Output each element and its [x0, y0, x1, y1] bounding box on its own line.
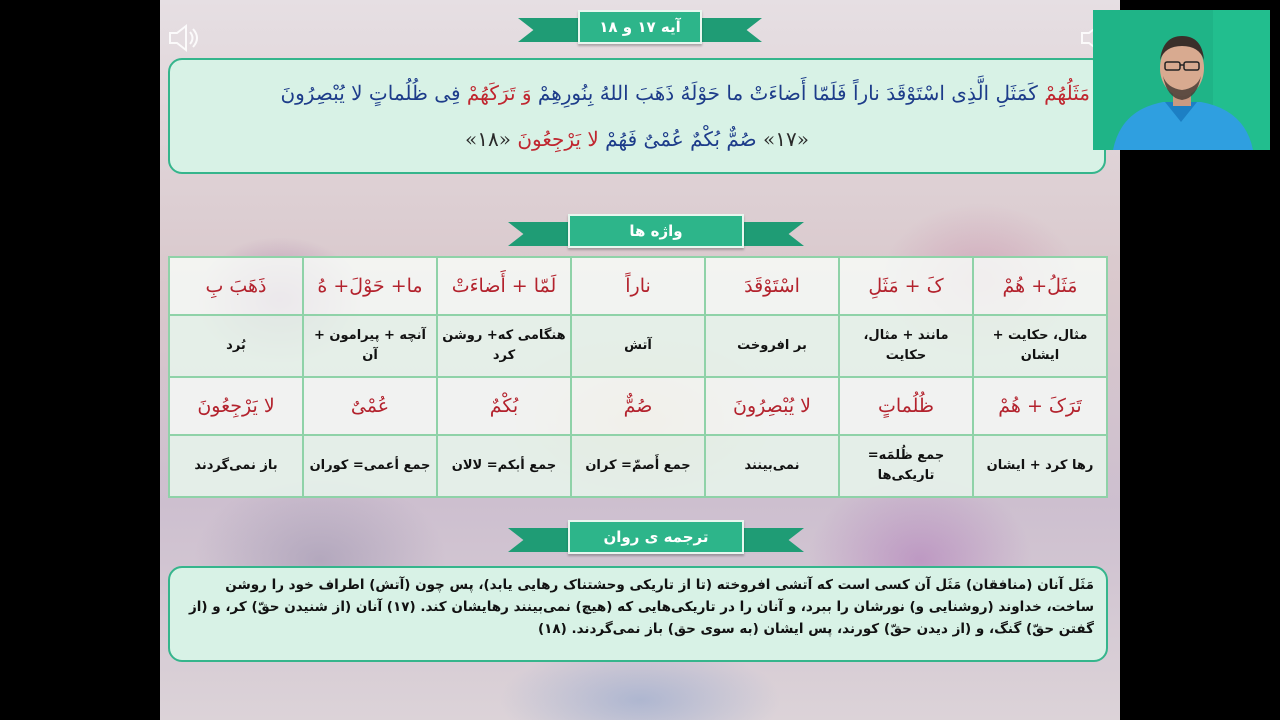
vocab-word: ذَهَبَ بِ: [169, 257, 303, 315]
vocabulary-table: [168, 256, 1108, 498]
vocab-meaning: مثال، حکایت + ایشان: [973, 315, 1107, 377]
vocab-meaning: باز نمی‌گردند: [169, 435, 303, 497]
vocab-word: تَرَکَ + هُمْ: [973, 377, 1107, 435]
vocab-meaning: جمع أعمی= کوران: [303, 435, 437, 497]
verse-segment: لا یَرْجِعُونَ: [510, 127, 599, 151]
verse-line-1: [184, 70, 1090, 116]
vocab-row-meaning-1: [169, 315, 1107, 377]
translation-title: ترجمه ی روان: [568, 520, 744, 554]
verse-segment: وَ: [515, 81, 532, 105]
vocab-word: لا یُبْصِرُونَ: [705, 377, 839, 435]
vocab-meaning: مانند + مثال، حکایت: [839, 315, 973, 377]
verse-segment: «۱۷»: [756, 127, 809, 151]
vocab-meaning: بر افروخت: [705, 315, 839, 377]
slide: [160, 0, 1120, 720]
vocab-word: لَمّا + أَضاءَتْ: [437, 257, 571, 315]
verse-text-box: [168, 58, 1106, 174]
verse-title-ribbon: [578, 10, 702, 44]
verse-segment: مَثَلُهُمْ: [1037, 81, 1090, 105]
vocab-word: بُکْمٌ: [437, 377, 571, 435]
verse-title: آیه ۱۷ و ۱۸: [578, 10, 702, 44]
vocab-row-arabic-1: [169, 257, 1107, 315]
presenter-silhouette: [1093, 10, 1270, 150]
vocab-meaning: جمع أبکم= لالان: [437, 435, 571, 497]
vocab-meaning: آنچه + پیرامون + آن: [303, 315, 437, 377]
translation-title-ribbon: [568, 520, 744, 554]
vocab-word: عُمْیٌ: [303, 377, 437, 435]
vocab-word: اسْتَوْقَدَ: [705, 257, 839, 315]
verse-segment: فَلَمّا أَضاءَتْ ما حَوْلَهُ ذَهَبَ اللهُ بِنُورِهِمْ: [531, 81, 847, 105]
vocab-row-arabic-2: [169, 377, 1107, 435]
vocab-word: ناراً: [571, 257, 705, 315]
speaker-icon[interactable]: [166, 20, 202, 56]
verse-segment: تَرَکَهُمْ: [460, 81, 516, 105]
translation-text: مَثَل آنان (منافقان) مَثَل آن کسی است که آتشی افروخته (تا از تاریکی وحشتناک رهایی یابد)، پس چون (آتش) اطراف خود را روشن ساخت، خداوند (روشنایی و) نورشان را ببرد، و آنان را در تاریکی‌هایی که (هیچ) نمی‌بینند رهایشان کند. (۱۷) آنان (از شنیدن حقّ) کر، و (از گفتن حقّ) گنگ، و (از دیدن حقّ) کورند، پس ایشان (به سوی حق) باز نمی‌گردند. (۱۸): [168, 566, 1108, 662]
vocab-word: مَثَلُ+ هُمْ: [973, 257, 1107, 315]
vocab-row-meaning-2: [169, 435, 1107, 497]
vocab-word: صُمٌّ: [571, 377, 705, 435]
vocab-meaning: جمع أَصمّ= کران: [571, 435, 705, 497]
vocab-word: ظُلُماتٍ: [839, 377, 973, 435]
vocab-word: لا یَرْجِعُونَ: [169, 377, 303, 435]
presenter-video: [1093, 10, 1270, 150]
vocab-meaning: نمی‌بینند: [705, 435, 839, 497]
vocab-word: ما+ حَوْلَ+ هُ: [303, 257, 437, 315]
vocab-meaning: هنگامی که+ روشن کرد: [437, 315, 571, 377]
vocab-meaning: بُرد: [169, 315, 303, 377]
vocab-meaning: آتش: [571, 315, 705, 377]
verse-segment: صُمٌّ بُکْمٌ عُمْیٌ فَهُمْ: [598, 127, 757, 151]
verse-segment: «۱۸»: [465, 127, 511, 151]
verse-line-2: [184, 116, 1090, 162]
verse-segment: فِی ظُلُماتٍ لا یُبْصِرُونَ: [280, 81, 461, 105]
vocab-title-ribbon: [568, 214, 744, 248]
vocab-word: کَ + مَثَلِ: [839, 257, 973, 315]
verse-segment: کَمَثَلِ الَّذِی اسْتَوْقَدَ ناراً: [846, 81, 1038, 105]
vocab-meaning: رها کرد + ایشان: [973, 435, 1107, 497]
vocab-meaning: جمع ظُلمَه= تاریکی‌ها: [839, 435, 973, 497]
vocab-title: واژه ها: [568, 214, 744, 248]
